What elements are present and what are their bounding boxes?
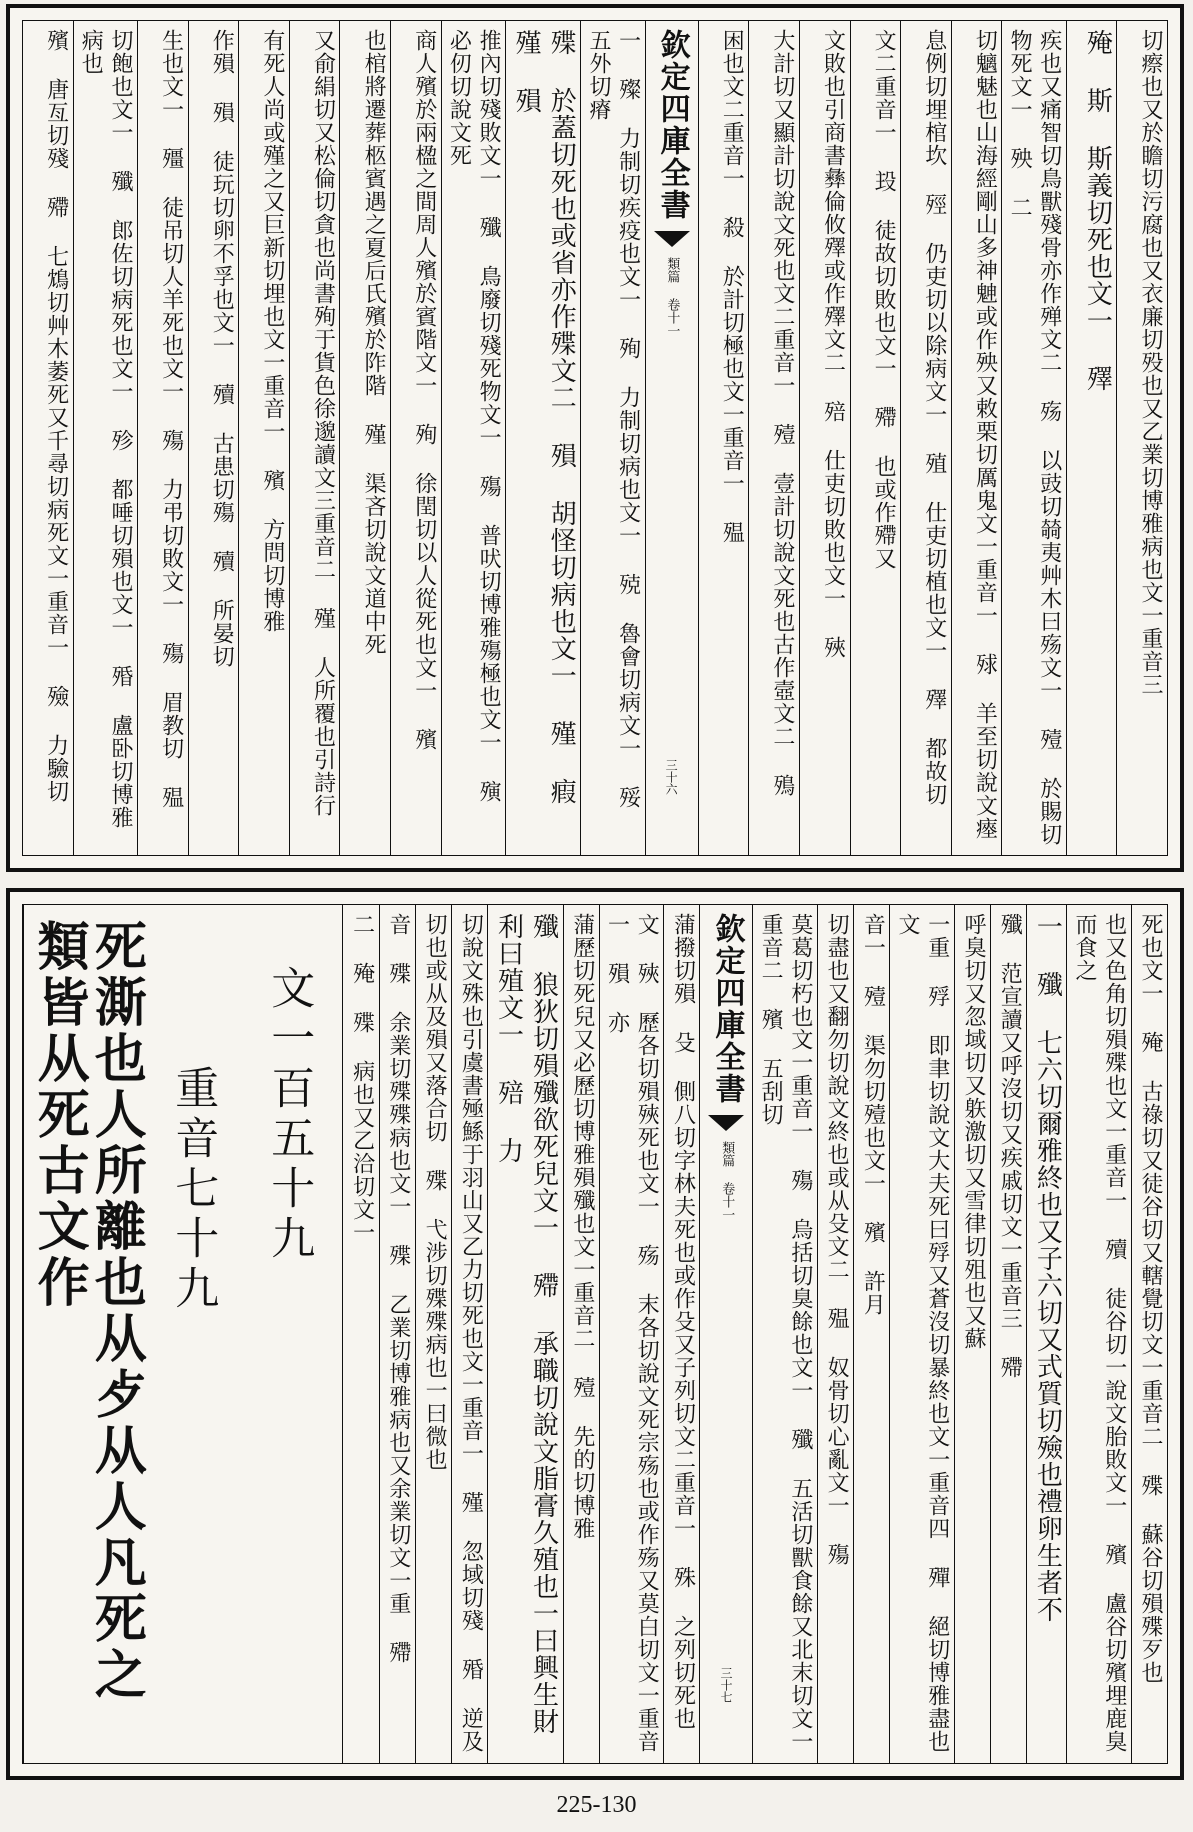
text-column: 有死人尚或殣之又巨新切埋也文一重音一 殯 方問切博雅: [238, 21, 289, 855]
text-column: 莫葛切朽也文一重音一 殤 烏括切臭餘也文一 殲 五活切獸食餘又北末切文一重音二 殯 五刮切: [752, 905, 816, 1763]
text-column: 作殞 殞 徒玩切卵不孚也文一 殰 古患切殤 殰 所晏切: [188, 21, 239, 855]
text-column: 一 殲 七六切爾雅終也又子六切又式質切殮也禮卵生者不: [1026, 905, 1066, 1763]
volume-label: 類篇 卷十一: [664, 257, 680, 337]
text-column: 又俞絹切又松倫切貪也尚書殉于貨色徐邈讀文三重音二 殣 人所覆也引詩行: [289, 21, 340, 855]
bottom-page-frame: [22, 904, 1168, 1764]
text-column: 蒲歷切死兒又必歷切博雅殞殲也文一重音二 殪 先的切博雅: [563, 905, 599, 1763]
text-column: 死也文一 殗 古祿切又徒谷切又轄覺切文一重音二 殜 蘇谷切殞殜歹也: [1131, 905, 1167, 1763]
text-column: 蒲撥切殞 殳 側八切字林夫死也或作殳又子列切文二重音一 殊 之列切死也: [663, 905, 699, 1763]
text-column: 困也文二重音一 殺 於計切極也文一重音一 殟: [698, 21, 749, 855]
text-column: 殜 於蓋切死也或省亦作殜文二 殞 胡怪切病也文一 殣 瘕 殣 殞: [505, 21, 580, 855]
book-title: 欽定四庫全書: [709, 913, 745, 1105]
text-column: 切魑魅也山海經剛山多神䰠或作殃又敕栗切厲鬼文一重音一 殏 羊至切說文瘞: [951, 21, 1002, 855]
text-column: 也棺將遷葬柩賓遇之夏后氏殯於阼階 殣 渠吝切說文道中死: [339, 21, 390, 855]
text-column: 殲 狼狄切殞殲欲死兒文一 殢 承職切說文脂膏久殖也一曰興生財利曰殖文一 殕 力: [487, 905, 562, 1763]
text-column: 生也文一 殭 徒吊切人羊死也文一 殤 力弔切敗文一 殤 眉教切 殟: [137, 21, 188, 855]
radical-summary: [23, 905, 342, 1763]
book-title: 欽定四庫全書: [654, 29, 690, 221]
text-column: 切飽也文一 殲 郎佐切病死也文一 殄 都唾切殞也文一 殙 盧卧切博雅病也: [73, 21, 137, 855]
text-column: 音一 殪 渠勿切殪也文一 殯 許月: [853, 905, 889, 1763]
variant-reading-count: 重音七十九: [167, 1065, 219, 1315]
page-heart-column: [645, 21, 698, 855]
page-number: 225-130: [556, 1792, 637, 1818]
text-column: 大計切又顯計切說文死也文二重音一 殪 壹計切說文死也古作壼文二 殦: [748, 21, 799, 855]
fish-tail-ornament-icon: [654, 231, 690, 247]
fish-tail-ornament-icon: [708, 1115, 744, 1131]
folio-number: 三十七: [718, 1667, 733, 1703]
text-column: 文 殎 歷各切殞殎死也文一 殇 末各切說文死宗殇也或作殇又莫白切文一重音一 殞 亦: [599, 905, 663, 1763]
text-column: 殲 范宣讀又呼沒切又疾戚切文一重音三 殢: [990, 905, 1026, 1763]
text-column: 文敗也引商書彝倫攸殬或作殬文二 殕 仕吏切敗也文一 殎: [799, 21, 850, 855]
text-column: 切瘵也又於瞻切污腐也又衣廉切殁也又乙業切博雅病也文一重音三: [1116, 21, 1167, 855]
text-column: 疾也又痛智切鳥獸殘骨亦作殚文二 殇 以豉切㚡夷艸木曰殇文一 殪 於賜切物死文一 殃 二: [1001, 21, 1065, 855]
text-column: 商人殯於兩楹之間周人殯於賓階文一 殉 徐閏切以人從死也文一 殯: [390, 21, 441, 855]
text-column: 殗 斯 斯義切死也文一 殬: [1066, 21, 1117, 855]
text-column: 音 殜 余業切殜殜病也文一 殜 乙業切博雅病也又余業切文一重 殢: [379, 905, 415, 1763]
folio-number: 三十六: [664, 759, 679, 795]
radical-definition: 死澌也人所離也从歺从人凡死之類皆从死古文作: [28, 919, 147, 1703]
text-column: 一重 殍 即聿切說文大夫死曰殍又蒼沒切暴終也文一重音四 殫 絕切博雅盡也文: [889, 905, 953, 1763]
bottom-page: [6, 888, 1184, 1780]
text-column: 切盡也又翻勿切說文終也或从殳文二 殟 奴骨切心亂文一 殤: [817, 905, 853, 1763]
top-page: [6, 4, 1184, 872]
text-column: 推內切殘敗文一 殲 鳥廢切殘死物文一 殤 普吠切博雅殤極也文一 殥 必仞切說文死: [441, 21, 505, 855]
text-column: 殯 唐亙切殘 殢 七鴆切艸木萎死又千尋切病死文一重音一 殮 力驗切: [43, 29, 69, 803]
text-column: 息例切埋棺坎 殌 仍吏切以除病文一 殖 仕吏切植也文一 殬 都故切: [900, 21, 951, 855]
text-column: 切也或从及殞又落合切 殜 弋涉切殜殜病也一曰微也: [415, 905, 451, 1763]
top-page-frame: [22, 20, 1168, 856]
page-heart-column: [699, 905, 752, 1763]
volume-label: 類篇 卷十一: [719, 1141, 735, 1221]
text-column: 呼臭切又忽域切又䠶激切又雪律切殂也又蘇: [954, 905, 990, 1763]
text-column: 一 殩 力制切疾疫也文一 殉 力制切病也文一 殑 魯會切病文一 㱣 五外切瘠: [580, 21, 644, 855]
text-column: 切說文殊也引虞書殛鯀于羽山又乙力切死也文一重音一 殣 忽域切殘 殙 逆及: [451, 905, 487, 1763]
text-column: 二 殗 殜 病也又乙洽切文一: [342, 905, 378, 1763]
text-column: 文二重音一 殶 徒故切敗也文一 殢 也或作殢又: [850, 21, 901, 855]
character-count: 文一百五十九: [263, 965, 315, 1265]
text-column: 也又色角切殞殜也文一重音一 殰 徒谷切一說文胎敗文一 殯 盧谷切殯埋鹿臭而食之: [1066, 905, 1130, 1763]
